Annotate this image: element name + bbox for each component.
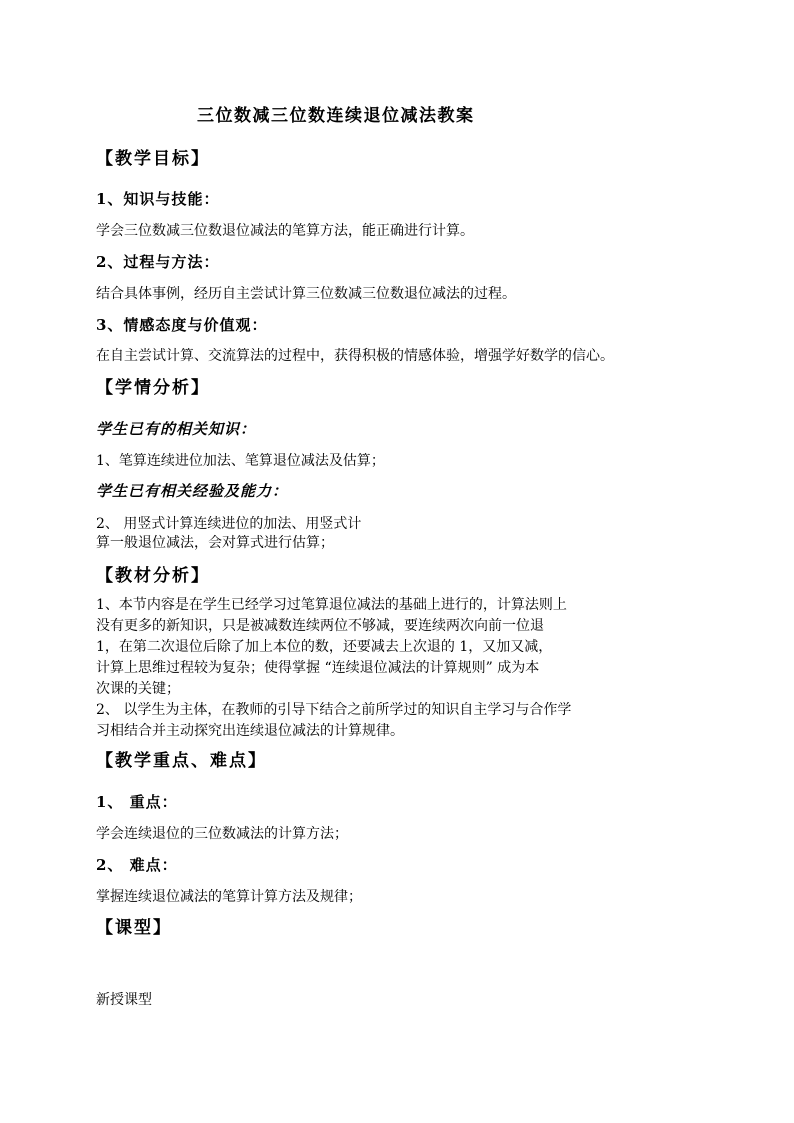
material-p1-line-3: 1，在第二次退位后除了加上本位的数，还要减去上次退的 1，又加又减， (96, 639, 553, 655)
goal-process-text: 结合具体事例，经历自主尝试计算三位数减三位数退位减法的过程。 (96, 286, 516, 302)
focus-title: 1、 重点： (96, 793, 178, 811)
heading-key-points: 【教学重点、难点】 (96, 751, 267, 771)
heading-student-analysis: 【学情分析】 (96, 378, 210, 398)
lesson-type-text: 新授课型 (96, 992, 152, 1008)
material-p2-line-2: 习相结合并主动探究出连续退位减法的计算规律。 (96, 723, 404, 739)
student-knowledge-text: 1、笔算连续进位加法、笔算退位减法及估算； (96, 453, 385, 469)
heading-material-analysis: 【教材分析】 (96, 566, 210, 586)
student-ability-line-2: 算一般退位减法，会对算式进行估算； (96, 535, 334, 551)
material-p1-line-5: 次课的关键； (96, 681, 180, 697)
goal-knowledge-title: 1、知识与技能： (96, 190, 220, 208)
document-title: 三位数减三位数连续退位减法教案 (197, 106, 475, 126)
heading-lesson-type: 【课型】 (96, 918, 172, 938)
student-knowledge-title: 学生已有的相关知识： (96, 420, 257, 438)
goal-emotion-text: 在自主尝试计算、交流算法的过程中，获得积极的情感体验，增强学好数学的信心。 (96, 348, 614, 364)
material-p2-line-1: 2、 以学生为主体，在教师的引导下结合之前所学过的知识自主学习与合作学 (96, 702, 572, 718)
focus-text: 学会连续退位的三位数减法的计算方法； (96, 826, 348, 842)
student-ability-title: 学生已有相关经验及能力： (96, 482, 289, 500)
difficulty-text: 掌握连续退位减法的笔算计算方法及规律； (96, 889, 362, 905)
difficulty-title: 2、 难点： (96, 856, 178, 874)
student-ability-line-1: 2、 用竖式计算连续进位的加法、用竖式计 (96, 516, 362, 532)
heading-teaching-goals: 【教学目标】 (96, 149, 210, 169)
goal-knowledge-text: 学会三位数减三位数退位减法的笔算方法，能正确进行计算。 (96, 223, 474, 239)
material-p1-line-2: 没有更多的新知识，只是被减数连续两位不够减，要连续两次向前一位退 (96, 618, 544, 634)
material-p1-line-4: 计算上思维过程较为复杂；使得掌握 “连续退位减法的计算规则” 成为本 (96, 660, 540, 676)
goal-process-title: 2、过程与方法： (96, 253, 220, 271)
goal-emotion-title: 3、情感态度与价值观： (96, 316, 268, 334)
material-p1-line-1: 1、本节内容是在学生已经学习过笔算退位减法的基础上进行的，计算法则上 (96, 597, 567, 613)
